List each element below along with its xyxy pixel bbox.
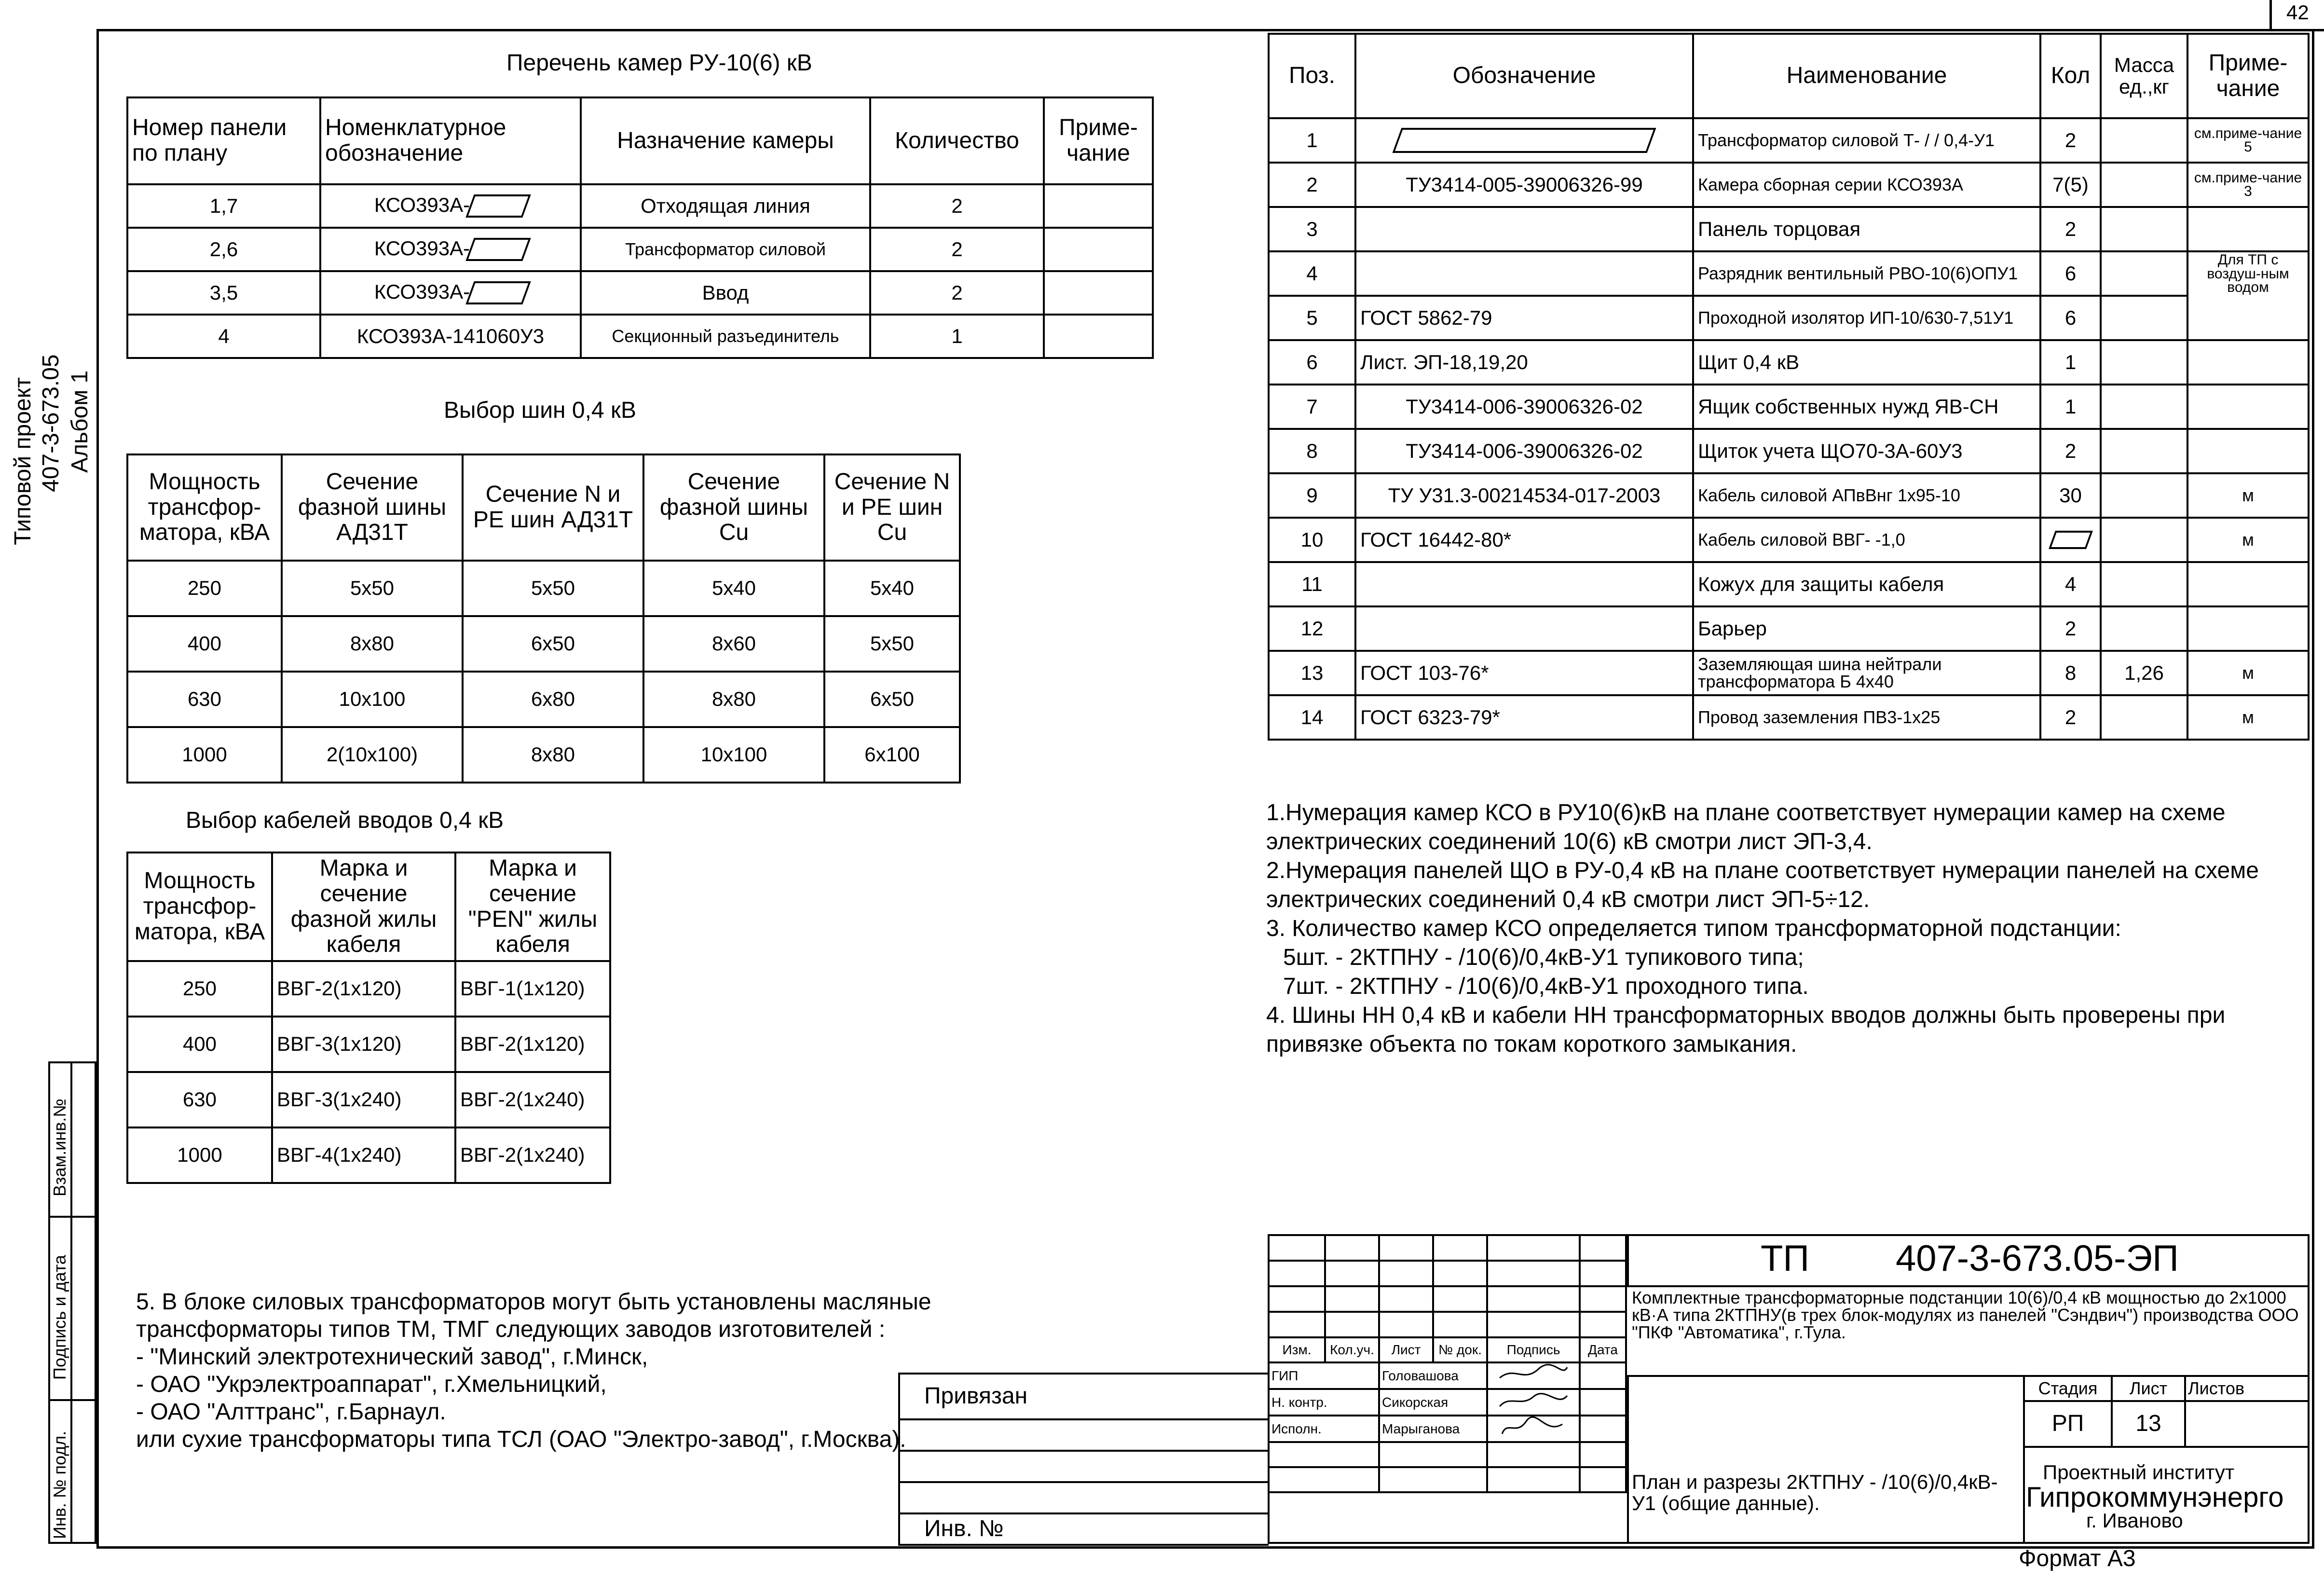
rev-cell bbox=[1379, 1467, 1487, 1492]
spec-cell: ТУ У31.3-00214534-017-2003 bbox=[1355, 473, 1693, 518]
chambers-cell-code: КСО393А- bbox=[320, 184, 581, 228]
revision-grid bbox=[1268, 1234, 1627, 1493]
chambers-cell: Трансформатор силовой bbox=[581, 228, 870, 271]
spec-cell: м bbox=[2187, 651, 2309, 695]
spec-cell bbox=[2101, 606, 2187, 651]
chambers-cell: 1,7 bbox=[127, 184, 320, 228]
spec-cell: Щиток учета ЩО70-3А-60У3 bbox=[1693, 429, 2040, 473]
busbars-cell: 5x40 bbox=[824, 561, 960, 616]
chambers-cell: Ввод bbox=[581, 271, 870, 315]
note-5: 5. В блоке силовых трансформаторов могут быть установлены масляные трансформаторы типов ТМ, ТМГ следующих заводов изготовителей : - "Минский электротехнический завод", г.Минск, - ОАО "Укрэлектроаппарат", г.Хмельницкий, - ОАО "Алттранс", г.Барнаул. или сухие трансформаторы типа ТСЛ (ОАО "Электро-завод", г.Москва). bbox=[136, 1289, 931, 1452]
signature bbox=[1487, 1389, 1580, 1416]
rev-cell bbox=[1580, 1389, 1626, 1416]
rev-head: № док. bbox=[1433, 1337, 1487, 1362]
tb-code-prefix: ТП bbox=[1761, 1238, 1810, 1279]
spec-cell bbox=[2101, 251, 2187, 296]
stage-head: Стадия bbox=[2024, 1376, 2112, 1401]
binding-table bbox=[898, 1373, 1269, 1546]
cables-cell: ВВГ-3(1x120) bbox=[272, 1017, 455, 1072]
busbars-cell: 1000 bbox=[127, 727, 282, 783]
spec-cell bbox=[2187, 207, 2309, 251]
busbars-cell: 5x50 bbox=[463, 561, 643, 616]
spec-cell bbox=[2187, 385, 2309, 429]
spec-header: Обозначение bbox=[1355, 34, 1693, 118]
cables-cell: 400 bbox=[127, 1017, 272, 1072]
spec-cell: 1,26 bbox=[2101, 651, 2187, 695]
busbars-header: Сечение N и PE шин Cu bbox=[824, 454, 960, 561]
cables-header: Марка и сечение фазной жилы кабеля bbox=[272, 852, 455, 961]
spec-cell: 2 bbox=[1269, 163, 1355, 207]
org-city: г. Иваново bbox=[2086, 1509, 2183, 1532]
rev-cell bbox=[1580, 1286, 1626, 1312]
spec-cell: Заземляющая шина нейтрали трансформатора Б 4x40 bbox=[1693, 651, 2040, 695]
role-ispoln: Исполн. bbox=[1269, 1416, 1379, 1442]
spec-cell bbox=[1355, 207, 1693, 251]
stage-head: Листов bbox=[2185, 1376, 2309, 1401]
spec-cell: 9 bbox=[1269, 473, 1355, 518]
spec-cell: 6 bbox=[2040, 296, 2101, 340]
spec-cell: 14 bbox=[1269, 695, 1355, 740]
spec-cell: м bbox=[2187, 695, 2309, 740]
busbars-cell: 6x50 bbox=[824, 672, 960, 727]
side-project-line-3: Альбом 1 bbox=[67, 370, 93, 473]
spec-cell bbox=[2101, 429, 2187, 473]
chambers-cell bbox=[1044, 184, 1153, 228]
spec-cell: 5 bbox=[1269, 296, 1355, 340]
spec-cell: 2 bbox=[2040, 429, 2101, 473]
chambers-cell: 2 bbox=[870, 271, 1044, 315]
busbars-header: Сечение фазной шины Cu bbox=[643, 454, 824, 561]
rev-cell bbox=[1379, 1235, 1433, 1261]
stage-table bbox=[2023, 1375, 2310, 1448]
busbars-cell: 5x50 bbox=[824, 616, 960, 672]
cables-cell: ВВГ-3(1x240) bbox=[272, 1072, 455, 1127]
spec-cell: ГОСТ 6323-79* bbox=[1355, 695, 1693, 740]
spec-header: Приме-чание bbox=[2187, 34, 2309, 118]
chambers-cell bbox=[1044, 315, 1153, 358]
spec-cell-blank bbox=[2040, 518, 2101, 562]
rev-cell bbox=[1433, 1235, 1487, 1261]
spec-cell bbox=[2187, 296, 2309, 340]
spec-cell: Щит 0,4 кВ bbox=[1693, 340, 2040, 385]
cables-title: Выбор кабелей вводов 0,4 кВ bbox=[186, 808, 504, 833]
cables-cell: ВВГ-1(1x120) bbox=[455, 961, 610, 1017]
busbars-cell: 6x100 bbox=[824, 727, 960, 783]
busbars-title: Выбор шин 0,4 кВ bbox=[444, 398, 636, 423]
spec-cell: Лист. ЭП-18,19,20 bbox=[1355, 340, 1693, 385]
spec-cell: 1 bbox=[2040, 385, 2101, 429]
side-stamp-replace: Взам.инв.№ bbox=[50, 1098, 69, 1196]
rev-cell bbox=[1379, 1286, 1433, 1312]
spec-cell: Панель торцовая bbox=[1693, 207, 2040, 251]
spec-cell bbox=[2187, 340, 2309, 385]
rev-cell bbox=[1379, 1261, 1433, 1286]
side-stamp-divider-2 bbox=[48, 1399, 96, 1401]
binding-empty-row bbox=[899, 1451, 1269, 1482]
rev-cell bbox=[1487, 1261, 1580, 1286]
busbars-cell: 2(10x100) bbox=[282, 727, 463, 783]
chambers-cell-code: КСО393А- bbox=[320, 228, 581, 271]
side-stamp-inv: Инв. № подл. bbox=[50, 1430, 69, 1539]
cables-cell: ВВГ-2(1x240) bbox=[455, 1072, 610, 1127]
spec-cell bbox=[2101, 118, 2187, 163]
signature-mark bbox=[1495, 1416, 1572, 1438]
spec-cell bbox=[2101, 385, 2187, 429]
spec-cell bbox=[2187, 429, 2309, 473]
chambers-cell: Секционный разъединитель bbox=[581, 315, 870, 358]
org-line1: Проектный институт bbox=[2043, 1461, 2235, 1484]
blank-field bbox=[2049, 531, 2093, 549]
busbars-cell: 10x100 bbox=[282, 672, 463, 727]
org-name: Гипрокоммунэнерго bbox=[2026, 1482, 2284, 1513]
chambers-cell: Отходящая линия bbox=[581, 184, 870, 228]
rev-cell bbox=[1269, 1286, 1325, 1312]
rev-cell bbox=[1580, 1312, 1626, 1337]
signature bbox=[1487, 1362, 1580, 1389]
spec-cell: 2 bbox=[2040, 695, 2101, 740]
busbars-cell: 8x80 bbox=[643, 672, 824, 727]
rev-cell bbox=[1269, 1235, 1325, 1261]
spec-cell bbox=[2101, 340, 2187, 385]
spec-cell: 2 bbox=[2040, 207, 2101, 251]
busbars-cell: 5x50 bbox=[282, 561, 463, 616]
rev-cell bbox=[1269, 1312, 1325, 1337]
notes-block bbox=[1266, 798, 2298, 1059]
rev-head: Изм. bbox=[1269, 1337, 1325, 1362]
spec-cell bbox=[2101, 207, 2187, 251]
busbars-cell: 8x80 bbox=[282, 616, 463, 672]
side-stamp-signature: Подпись и дата bbox=[50, 1255, 69, 1380]
busbars-table bbox=[126, 454, 961, 784]
spec-cell: 8 bbox=[1269, 429, 1355, 473]
rev-cell bbox=[1325, 1286, 1379, 1312]
chambers-cell: 1 bbox=[870, 315, 1044, 358]
side-stamp-divider-1 bbox=[48, 1216, 96, 1218]
spec-cell bbox=[2101, 163, 2187, 207]
rev-cell bbox=[1433, 1261, 1487, 1286]
note-4: 4. Шины НН 0,4 кВ и кабели НН трансформаторных вводов должны быть проверены при привязке объекта по токам короткого замыкания. bbox=[1266, 1003, 2226, 1057]
spec-cell: ТУ3414-006-39006326-02 bbox=[1355, 385, 1693, 429]
spec-cell: 30 bbox=[2040, 473, 2101, 518]
spec-cell: 1 bbox=[1269, 118, 1355, 163]
spec-cell: Кожух для защиты кабеля bbox=[1693, 562, 2040, 606]
person-nkontr: Сикорская bbox=[1379, 1389, 1487, 1416]
person-gip: Головашова bbox=[1379, 1362, 1487, 1389]
spec-cell: см.приме-чание 3 bbox=[2187, 163, 2309, 207]
spec-header: Наименование bbox=[1693, 34, 2040, 118]
chambers-cell-code: КСО393А- bbox=[320, 271, 581, 315]
spec-cell: 6 bbox=[2040, 251, 2101, 296]
spec-cell-blank bbox=[1355, 118, 1693, 163]
spec-cell bbox=[1355, 562, 1693, 606]
note-2: 2.Нумерация панелей ЩО в РУ-0,4 кВ на плане соответствует нумерации панелей на схеме электрических соединений 0,4 кВ смотри лист ЭП-5÷12. bbox=[1266, 858, 2259, 912]
spec-cell bbox=[1355, 606, 1693, 651]
rev-cell bbox=[1580, 1261, 1626, 1286]
binding-inv: Инв. № bbox=[899, 1513, 1269, 1545]
note-3: 3. Количество камер КСО определяется типом трансформаторной подстанции: bbox=[1266, 916, 2121, 941]
binding-label: Привязан bbox=[899, 1374, 1269, 1419]
spec-cell bbox=[2101, 562, 2187, 606]
busbars-cell: 250 bbox=[127, 561, 282, 616]
rev-cell bbox=[1580, 1416, 1626, 1442]
spec-cell: 8 bbox=[2040, 651, 2101, 695]
spec-cell: ТУ3414-005-39006326-99 bbox=[1355, 163, 1693, 207]
spec-cell: 7 bbox=[1269, 385, 1355, 429]
rev-cell bbox=[1269, 1442, 1379, 1467]
spec-cell: 6 bbox=[1269, 340, 1355, 385]
spec-header: Кол bbox=[2040, 34, 2101, 118]
spec-cell: Провод заземления ПВ3-1x25 bbox=[1693, 695, 2040, 740]
binding-empty-row bbox=[899, 1419, 1269, 1451]
busbars-cell: 6x80 bbox=[463, 672, 643, 727]
rev-cell bbox=[1580, 1467, 1626, 1492]
spec-cell: Трансформатор силовой Т- / / 0,4-У1 bbox=[1693, 118, 2040, 163]
cables-cell: 630 bbox=[127, 1072, 272, 1127]
cables-cell: 1000 bbox=[127, 1127, 272, 1183]
spec-cell: ГОСТ 5862-79 bbox=[1355, 296, 1693, 340]
busbars-cell: 8x60 bbox=[643, 616, 824, 672]
spec-header: Поз. bbox=[1269, 34, 1355, 118]
spec-cell: см.приме-чание 5 bbox=[2187, 118, 2309, 163]
chambers-cell: КСО393А-141060У3 bbox=[320, 315, 581, 358]
rev-cell bbox=[1487, 1235, 1580, 1261]
rev-head: Дата bbox=[1580, 1337, 1626, 1362]
chambers-cell: 2 bbox=[870, 228, 1044, 271]
chambers-header-qty: Количество bbox=[870, 97, 1044, 184]
role-gip: ГИП bbox=[1269, 1362, 1379, 1389]
blank-field bbox=[465, 238, 531, 261]
spec-cell: 11 bbox=[1269, 562, 1355, 606]
spec-cell: 2 bbox=[2040, 606, 2101, 651]
busbars-cell: 10x100 bbox=[643, 727, 824, 783]
spec-cell: Кабель силовой АПвВнг 1x95-10 bbox=[1693, 473, 2040, 518]
rev-cell bbox=[1379, 1442, 1487, 1467]
rev-cell bbox=[1580, 1442, 1626, 1467]
tb-description: Комплектные трансформаторные подстанции 10(6)/0,4 кВ мощностью до 2x1000 кВ·А типа 2КТПНУ(в трех блок-модулях из панелей "Сэндвич") производства ООО "ПКФ "Автоматика", г.Тула. bbox=[1632, 1288, 2299, 1342]
signature-mark bbox=[1495, 1363, 1572, 1385]
spec-table bbox=[1268, 33, 2310, 741]
corner-sheet-number: 42 bbox=[2286, 1, 2309, 24]
spec-cell: ТУ3414-006-39006326-02 bbox=[1355, 429, 1693, 473]
chambers-cell: 2,6 bbox=[127, 228, 320, 271]
spec-cell: Кабель силовой ВВГ- -1,0 bbox=[1693, 518, 2040, 562]
rev-cell bbox=[1379, 1312, 1433, 1337]
blank-field bbox=[465, 281, 531, 304]
blank-field bbox=[1393, 128, 1656, 153]
chambers-title: Перечень камер РУ-10(6) кВ bbox=[506, 50, 812, 76]
person-ispoln: Марыганова bbox=[1379, 1416, 1487, 1442]
chambers-header-note: Приме-чание bbox=[1044, 97, 1153, 184]
rev-head: Лист bbox=[1379, 1337, 1433, 1362]
spec-cell: Разрядник вентильный РВО-10(6)ОПУ1 bbox=[1693, 251, 2040, 296]
spec-cell: 12 bbox=[1269, 606, 1355, 651]
cables-cell: ВВГ-2(1x120) bbox=[455, 1017, 610, 1072]
blank-field bbox=[465, 194, 531, 218]
tb-drawing-name: План и разрезы 2КТПНУ - /10(6)/0,4кВ-У1 (общие данные). bbox=[1632, 1471, 1998, 1515]
rev-cell bbox=[1580, 1235, 1626, 1261]
spec-header: Масса ед.,кг bbox=[2101, 34, 2187, 118]
sheet-value: 13 bbox=[2112, 1401, 2185, 1447]
cables-cell: ВВГ-2(1x120) bbox=[272, 961, 455, 1017]
note-3a: 5шт. - 2КТПНУ - /10(6)/0,4кВ-У1 тупикового типа; bbox=[1283, 945, 1804, 970]
format-label: Формат А3 bbox=[2019, 1546, 2136, 1571]
spec-cell bbox=[2187, 606, 2309, 651]
spec-cell: Камера сборная серии КСО393А bbox=[1693, 163, 2040, 207]
note-3b: 7шт. - 2КТПНУ - /10(6)/0,4кВ-У1 проходного типа. bbox=[1283, 974, 1809, 999]
rev-cell bbox=[1433, 1312, 1487, 1337]
side-project-line-1: Типовой проект bbox=[10, 377, 36, 545]
spec-cell: м bbox=[2187, 518, 2309, 562]
rev-cell bbox=[1487, 1467, 1580, 1492]
spec-cell: Проходной изолятор ИП-10/630-7,51У1 bbox=[1693, 296, 2040, 340]
rev-cell bbox=[1487, 1312, 1580, 1337]
cables-cell: 250 bbox=[127, 961, 272, 1017]
spec-cell: м bbox=[2187, 473, 2309, 518]
chambers-header-purpose: Назначение камеры bbox=[581, 97, 870, 184]
signature-mark bbox=[1495, 1390, 1572, 1411]
spec-cell: 3 bbox=[1269, 207, 1355, 251]
chambers-table bbox=[126, 96, 1154, 359]
spec-cell: 4 bbox=[2040, 562, 2101, 606]
spec-cell: ГОСТ 16442-80* bbox=[1355, 518, 1693, 562]
busbars-header: Мощность трансфор-матора, кВА bbox=[127, 454, 282, 561]
signature bbox=[1487, 1416, 1580, 1442]
chambers-cell bbox=[1044, 271, 1153, 315]
rev-head: Подпись bbox=[1487, 1337, 1580, 1362]
chambers-cell: 4 bbox=[127, 315, 320, 358]
stage-value: РП bbox=[2024, 1401, 2112, 1447]
tb-code: 407-3-673.05-ЭП bbox=[1896, 1238, 2179, 1279]
busbars-header: Сечение N и PE шин АД31Т bbox=[463, 454, 643, 561]
cables-header: Мощность трансфор-матора, кВА bbox=[127, 852, 272, 961]
rev-cell bbox=[1269, 1261, 1325, 1286]
spec-cell bbox=[2101, 518, 2187, 562]
sheets-value bbox=[2185, 1401, 2309, 1447]
spec-cell: 4 bbox=[1269, 251, 1355, 296]
busbars-header: Сечение фазной шины АД31Т bbox=[282, 454, 463, 561]
chambers-header-code: Номенклатурное обозначение bbox=[320, 97, 581, 184]
chambers-header-panel: Номер панели по плану bbox=[127, 97, 320, 184]
rev-cell bbox=[1487, 1442, 1580, 1467]
spec-cell: 1 bbox=[2040, 340, 2101, 385]
busbars-cell: 630 bbox=[127, 672, 282, 727]
spec-cell bbox=[2101, 695, 2187, 740]
spec-cell bbox=[2101, 296, 2187, 340]
busbars-cell: 400 bbox=[127, 616, 282, 672]
rev-cell bbox=[1269, 1467, 1379, 1492]
spec-cell: 2 bbox=[2040, 118, 2101, 163]
rev-cell bbox=[1325, 1261, 1379, 1286]
spec-cell: 10 bbox=[1269, 518, 1355, 562]
busbars-cell: 6x50 bbox=[463, 616, 643, 672]
spec-cell: 13 bbox=[1269, 651, 1355, 695]
tb-name-cell bbox=[1627, 1375, 2025, 1544]
rev-cell bbox=[1325, 1235, 1379, 1261]
chambers-cell: 2 bbox=[870, 184, 1044, 228]
spec-cell bbox=[2187, 562, 2309, 606]
rev-cell bbox=[1487, 1286, 1580, 1312]
stage-head: Лист bbox=[2112, 1376, 2185, 1401]
binding-empty-row bbox=[899, 1482, 1269, 1513]
cables-table bbox=[126, 852, 611, 1184]
rev-cell bbox=[1433, 1286, 1487, 1312]
chambers-cell: 3,5 bbox=[127, 271, 320, 315]
spec-cell: Для ТП с воздуш-ным водом bbox=[2187, 251, 2309, 296]
spec-cell: Ящик собственных нужд ЯВ-СН bbox=[1693, 385, 2040, 429]
role-nkontr: Н. контр. bbox=[1269, 1389, 1379, 1416]
spec-cell bbox=[1355, 251, 1693, 296]
rev-cell bbox=[1325, 1312, 1379, 1337]
cables-cell: ВВГ-4(1x240) bbox=[272, 1127, 455, 1183]
side-project-line-2: 407-3-673.05 bbox=[38, 354, 64, 492]
rev-head: Кол.уч. bbox=[1325, 1337, 1379, 1362]
spec-cell: 7(5) bbox=[2040, 163, 2101, 207]
chambers-cell bbox=[1044, 228, 1153, 271]
rev-cell bbox=[1580, 1362, 1626, 1389]
spec-cell bbox=[2101, 473, 2187, 518]
cables-cell: ВВГ-2(1x240) bbox=[455, 1127, 610, 1183]
busbars-cell: 5x40 bbox=[643, 561, 824, 616]
cables-header: Марка и сечение "PEN" жилы кабеля bbox=[455, 852, 610, 961]
busbars-cell: 8x80 bbox=[463, 727, 643, 783]
spec-cell: ГОСТ 103-76* bbox=[1355, 651, 1693, 695]
note-1: 1.Нумерация камер КСО в РУ10(6)кВ на плане соответствует нумерации камер на схеме электрических соединений 10(6) кВ смотри лист ЭП-3,4. bbox=[1266, 800, 2226, 854]
spec-cell: Барьер bbox=[1693, 606, 2040, 651]
